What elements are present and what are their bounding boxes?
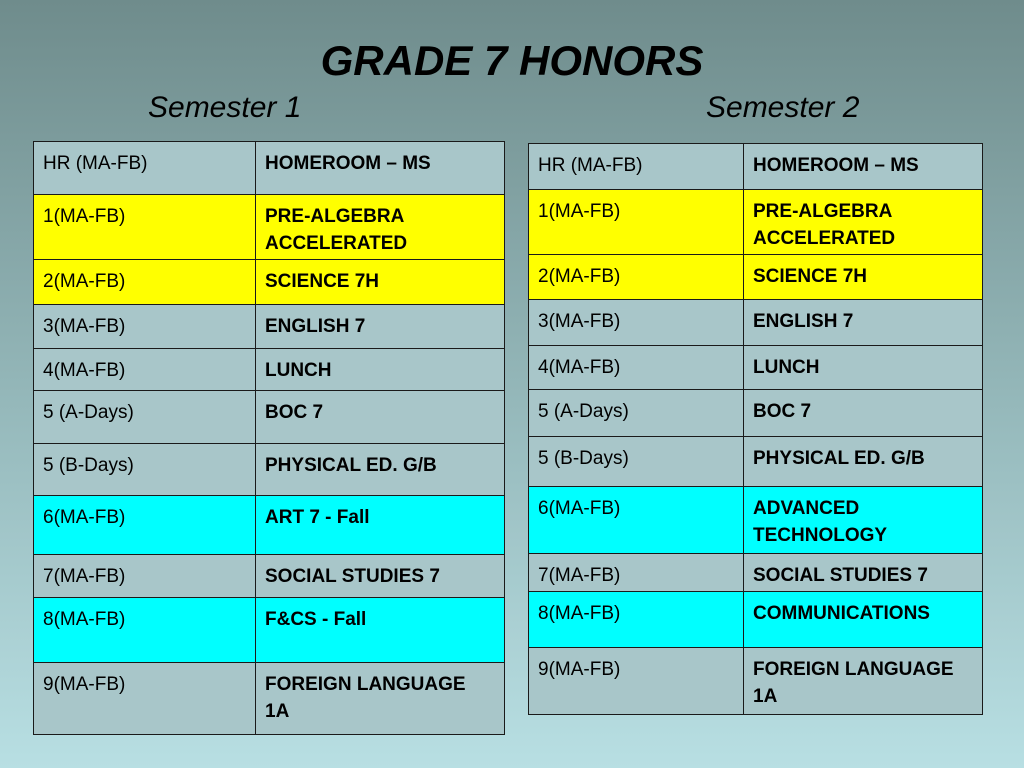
period-cell: 7(MA-FB) <box>34 555 256 598</box>
course-cell: SCIENCE 7H <box>256 260 505 305</box>
course-cell: PHYSICAL ED. G/B <box>256 444 505 496</box>
course-cell: ADVANCED TECHNOLOGY <box>744 487 983 554</box>
schedule-row <box>529 487 983 554</box>
semester-1-schedule-table <box>33 141 505 735</box>
schedule-row <box>529 346 983 390</box>
course-cell: FOREIGN LANGUAGE 1A <box>256 663 505 735</box>
period-cell: 9(MA-FB) <box>34 663 256 735</box>
course-cell: SOCIAL STUDIES 7 <box>744 554 983 592</box>
course-cell: PRE-ALGEBRA ACCELERATED <box>744 190 983 255</box>
schedule-row <box>34 305 505 349</box>
course-cell: BOC 7 <box>256 391 505 444</box>
period-cell: 5 (B-Days) <box>34 444 256 496</box>
schedule-row <box>529 144 983 190</box>
course-cell: BOC 7 <box>744 390 983 437</box>
period-cell: 6(MA-FB) <box>34 496 256 555</box>
period-cell: 3(MA-FB) <box>529 300 744 346</box>
period-cell: 9(MA-FB) <box>529 648 744 715</box>
period-cell: 3(MA-FB) <box>34 305 256 349</box>
period-cell: 1(MA-FB) <box>529 190 744 255</box>
course-cell: COMMUNICATIONS <box>744 592 983 648</box>
period-cell: HR (MA-FB) <box>529 144 744 190</box>
course-cell: F&CS - Fall <box>256 598 505 663</box>
schedule-row <box>34 349 505 391</box>
schedule-row <box>34 555 505 598</box>
schedule-row <box>34 391 505 444</box>
schedule-row <box>34 260 505 305</box>
schedule-row <box>529 390 983 437</box>
course-cell: PRE-ALGEBRA ACCELERATED <box>256 195 505 260</box>
course-cell: SOCIAL STUDIES 7 <box>256 555 505 598</box>
course-cell: HOMEROOM – MS <box>744 144 983 190</box>
course-cell: FOREIGN LANGUAGE 1A <box>744 648 983 715</box>
period-cell: 5 (B-Days) <box>529 437 744 487</box>
schedule-row <box>34 496 505 555</box>
period-cell: 5 (A-Days) <box>34 391 256 444</box>
schedule-row <box>34 195 505 260</box>
schedule-row <box>529 190 983 255</box>
schedule-row <box>529 592 983 648</box>
schedule-row <box>529 648 983 715</box>
course-cell: SCIENCE 7H <box>744 255 983 300</box>
page-title: GRADE 7 HONORS <box>320 37 704 84</box>
period-cell: 7(MA-FB) <box>529 554 744 592</box>
course-cell: PHYSICAL ED. G/B <box>744 437 983 487</box>
schedule-row <box>529 255 983 300</box>
schedule-row <box>34 142 505 195</box>
semester-2-heading: Semester 2 <box>706 91 860 124</box>
period-cell: 4(MA-FB) <box>529 346 744 390</box>
period-cell: HR (MA-FB) <box>34 142 256 195</box>
course-cell: LUNCH <box>256 349 505 391</box>
course-cell: HOMEROOM – MS <box>256 142 505 195</box>
period-cell: 8(MA-FB) <box>529 592 744 648</box>
schedule-row <box>34 598 505 663</box>
schedule-row <box>529 300 983 346</box>
schedule-row <box>529 437 983 487</box>
schedule-row <box>529 554 983 592</box>
period-cell: 2(MA-FB) <box>34 260 256 305</box>
semester-2-schedule-table <box>528 143 983 715</box>
course-cell: ENGLISH 7 <box>256 305 505 349</box>
course-cell: ENGLISH 7 <box>744 300 983 346</box>
course-cell: LUNCH <box>744 346 983 390</box>
period-cell: 6(MA-FB) <box>529 487 744 554</box>
period-cell: 1(MA-FB) <box>34 195 256 260</box>
semester-1-heading: Semester 1 <box>148 91 302 124</box>
course-cell: ART 7 - Fall <box>256 496 505 555</box>
schedule-row <box>34 663 505 735</box>
period-cell: 5 (A-Days) <box>529 390 744 437</box>
period-cell: 2(MA-FB) <box>529 255 744 300</box>
period-cell: 8(MA-FB) <box>34 598 256 663</box>
period-cell: 4(MA-FB) <box>34 349 256 391</box>
schedule-row <box>34 444 505 496</box>
